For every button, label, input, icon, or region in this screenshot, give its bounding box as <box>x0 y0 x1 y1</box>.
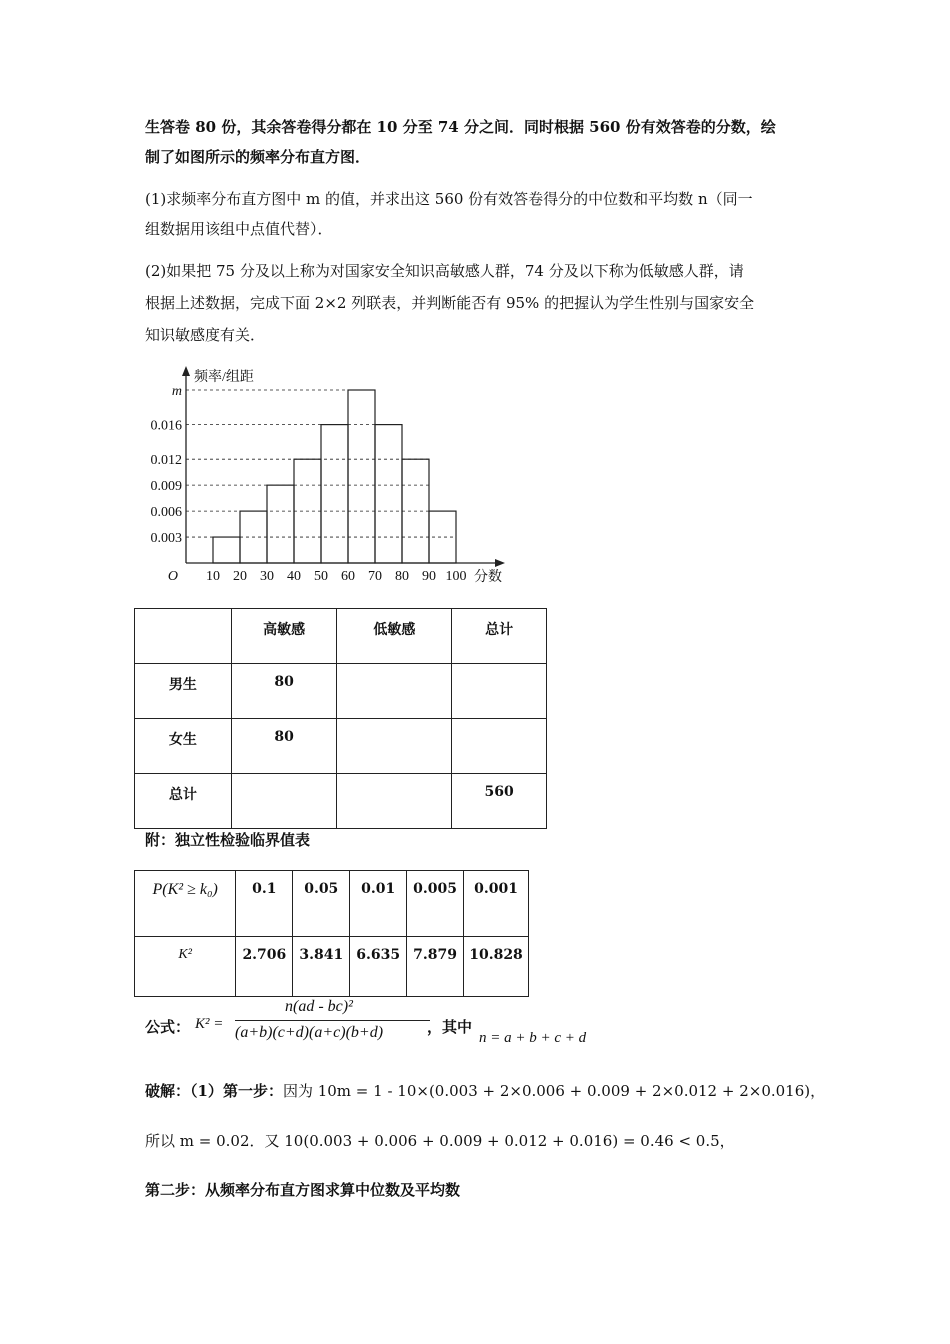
k-label: K² <box>135 937 236 997</box>
x-tick-label: 30 <box>260 569 274 584</box>
k-value: 6.635 <box>350 937 407 997</box>
table-cell <box>231 774 337 829</box>
table-cell: 80 <box>231 664 337 719</box>
y-axis-label: 频率/组距 <box>194 370 254 385</box>
table-cell: 总计 <box>135 774 232 829</box>
k-value: 10.828 <box>464 937 529 997</box>
y-tick-label: m <box>171 384 182 399</box>
table-row <box>135 719 547 774</box>
table-row <box>135 664 547 719</box>
x-tick-label: 60 <box>341 569 355 584</box>
x-tick-label: 80 <box>395 569 409 584</box>
table-cell: 总计 <box>452 609 547 664</box>
table-row <box>135 774 547 829</box>
question-2: (2)如果把 75 分及以上称为对国家安全知识高敏感人群，74 分及以下称为低敏感人群，请 <box>145 262 744 280</box>
formula-label: 公式： <box>145 1018 191 1036</box>
solution-line-2: 所以 m = 0.02．又 10(0.003 + 0.006 + 0.009 + 0.012 + 0.016) = 0.46 < 0.5， <box>145 1132 735 1150</box>
origin-label: O <box>167 569 178 584</box>
k-value: 7.879 <box>407 937 464 997</box>
formula-denominator: (a+b)(c+d)(a+c)(b+d) <box>235 1024 384 1041</box>
question-2-cont: 根据上述数据，完成下面 2×2 列联表，并判断能否有 95% 的把握认为学生性别与国家安全 <box>145 294 755 312</box>
table-cell <box>452 664 547 719</box>
histogram-bar <box>375 425 402 563</box>
table-header-row <box>135 609 547 664</box>
question-1: (1)求频率分布直方图中 m 的值，并求出这 560 份有效答卷得分的中位数和平均数 n（同一 <box>145 190 753 208</box>
table-cell <box>337 664 452 719</box>
question-2-cont: 知识敏感度有关． <box>145 326 266 344</box>
frequency-histogram <box>0 0 950 600</box>
fraction-bar <box>235 1020 430 1021</box>
formula-n: n = a + b + c + d <box>479 1030 587 1046</box>
x-tick-label: 100 <box>445 569 467 584</box>
x-tick-label: 90 <box>422 569 436 584</box>
x-tick-label: 70 <box>368 569 382 584</box>
y-tick-label: 0.009 <box>150 479 182 495</box>
solution-label: 破解：（1）第一步： <box>145 1082 283 1100</box>
solution-step-1 <box>145 1076 825 1106</box>
table-cell: 低敏感 <box>337 609 452 664</box>
histogram-bar <box>267 485 294 563</box>
y-tick-label: 0.006 <box>150 505 182 521</box>
formula-k: K² = <box>195 1016 224 1032</box>
p-value: 0.01 <box>350 871 407 937</box>
x-tick-label: 10 <box>206 569 220 584</box>
table-cell <box>337 774 452 829</box>
table-cell: 560 <box>452 774 547 829</box>
solution-step-2: 第二步：从频率分布直方图求算中位数及平均数 <box>145 1181 461 1199</box>
question-1-cont: 组数据用该组中点值代替）． <box>145 220 333 238</box>
x-axis-arrow-icon <box>495 559 505 567</box>
contingency-table <box>134 608 547 829</box>
formula <box>145 998 745 1058</box>
y-tick-label: 0.003 <box>150 531 182 547</box>
histogram-bar <box>213 537 240 563</box>
table-cell: 高敏感 <box>231 609 337 664</box>
k-value: 3.841 <box>293 937 350 997</box>
k-value: 2.706 <box>236 937 293 997</box>
table-cell <box>337 719 452 774</box>
problem-line: 生答卷 80 份，其余答卷得分都在 10 分至 74 分之间．同时根据 560 份有效答卷的分数，绘 <box>145 118 776 136</box>
formula-where: ，其中 <box>427 1018 473 1036</box>
x-tick-label: 20 <box>233 569 247 584</box>
p-value: 0.001 <box>464 871 529 937</box>
p-value: 0.005 <box>407 871 464 937</box>
table-cell: 女生 <box>135 719 232 774</box>
formula-numerator: n(ad - bc)² <box>285 998 353 1015</box>
p-label: P(K² ≥ k₀) <box>135 871 236 937</box>
p-value: 0.1 <box>236 871 293 937</box>
table-cell <box>452 719 547 774</box>
y-tick-label: 0.016 <box>150 418 182 434</box>
histogram-bar <box>321 425 348 563</box>
x-tick-label: 40 <box>287 569 301 584</box>
appendix-label: 附：独立性检验临界值表 <box>145 831 311 849</box>
y-tick-label: 0.012 <box>150 453 182 469</box>
x-tick-label: 50 <box>314 569 328 584</box>
critical-value-table <box>134 870 529 997</box>
p-value: 0.05 <box>293 871 350 937</box>
table-cell: 80 <box>231 719 337 774</box>
table-cell: 男生 <box>135 664 232 719</box>
solution-text: 因为 10m = 1 - 10×(0.003 + 2×0.006 + 0.009 + 2×0.012 + 2×0.016)， <box>282 1082 826 1100</box>
table-cell <box>135 609 232 664</box>
x-axis-label: 分数 <box>474 570 502 585</box>
problem-line: 制了如图所示的频率分布直方图． <box>145 148 371 166</box>
y-axis-arrow-icon <box>182 366 190 376</box>
